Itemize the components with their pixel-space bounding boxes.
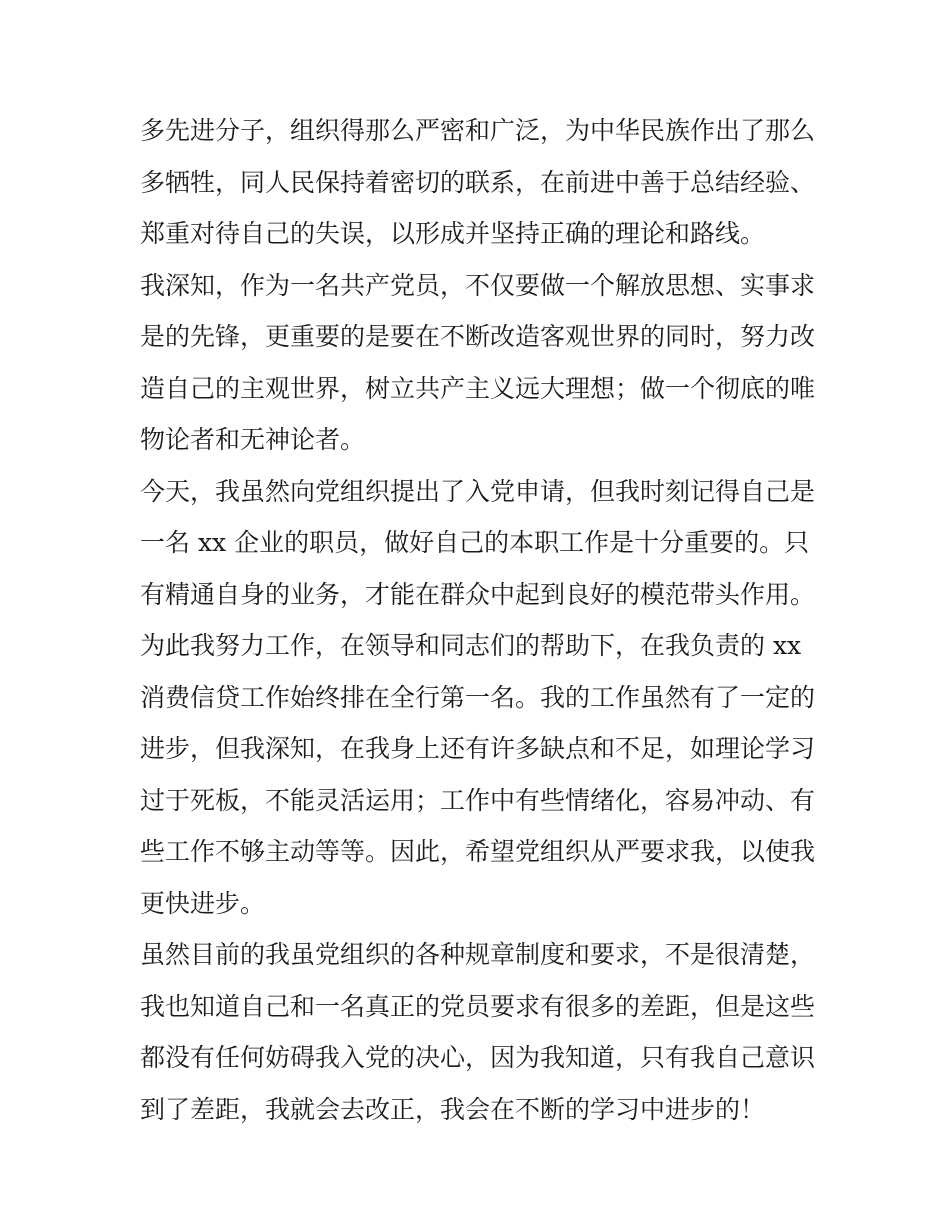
text-line: 我深知，作为一名共产党员，不仅要做一个解放思想、实事求 [140, 270, 816, 300]
text-line: 郑重对待自己的失误，以形成并坚持正确的理论和路线。 [140, 219, 766, 248]
text-line: 进步，但我深知，在我身上还有许多缺点和不足，如理论学习 [140, 734, 816, 763]
text-line: 我也知道自己和一名真正的党员要求有很多的差距，但是这些 [140, 991, 816, 1021]
text-line: 到了差距，我就会去改正，我会在不断的学习中进步的！ [140, 1094, 766, 1124]
text-line: 今天，我虽然向党组织提出了入党申请，但我时刻记得自己是 [140, 476, 816, 506]
text-line: 一名 xx 企业的职员，做好自己的本职工作是十分重要的。只 [140, 528, 810, 557]
text-line: 多先进分子，组织得那么严密和广泛，为中华民族作出了那么 [140, 116, 816, 145]
text-line: 多牺牲，同人民保持着密切的联系，在前进中善于总结经验、 [140, 167, 816, 197]
text-line: 物论者和无神论者。 [140, 425, 366, 454]
text-line: 造自己的主观世界，树立共产主义远大理想；做一个彻底的唯 [140, 373, 816, 403]
text-line: 消费信贷工作始终排在全行第一名。我的工作虽然有了一定的 [140, 682, 816, 712]
text-line: 都没有任何妨碍我入党的决心，因为我知道，只有我自己意识 [140, 1043, 816, 1072]
text-line: 更快进步。 [140, 888, 266, 918]
text-line: 过于死板，不能灵活运用；工作中有些情绪化，容易冲动、有 [140, 785, 816, 815]
text-line: 为此我努力工作，在领导和同志们的帮助下，在我负责的 xx [140, 631, 802, 660]
document-body [140, 105, 820, 1135]
text-line: 些工作不够主动等等。因此，希望党组织从严要求我，以使我 [140, 837, 816, 866]
text-line: 虽然目前的我虽党组织的各种规章制度和要求，不是很清楚， [140, 940, 816, 969]
text-line: 是的先锋，更重要的是要在不断改造客观世界的同时，努力改 [140, 322, 816, 351]
text-line: 有精通自身的业务，才能在群众中起到良好的模范带头作用。 [140, 579, 816, 609]
